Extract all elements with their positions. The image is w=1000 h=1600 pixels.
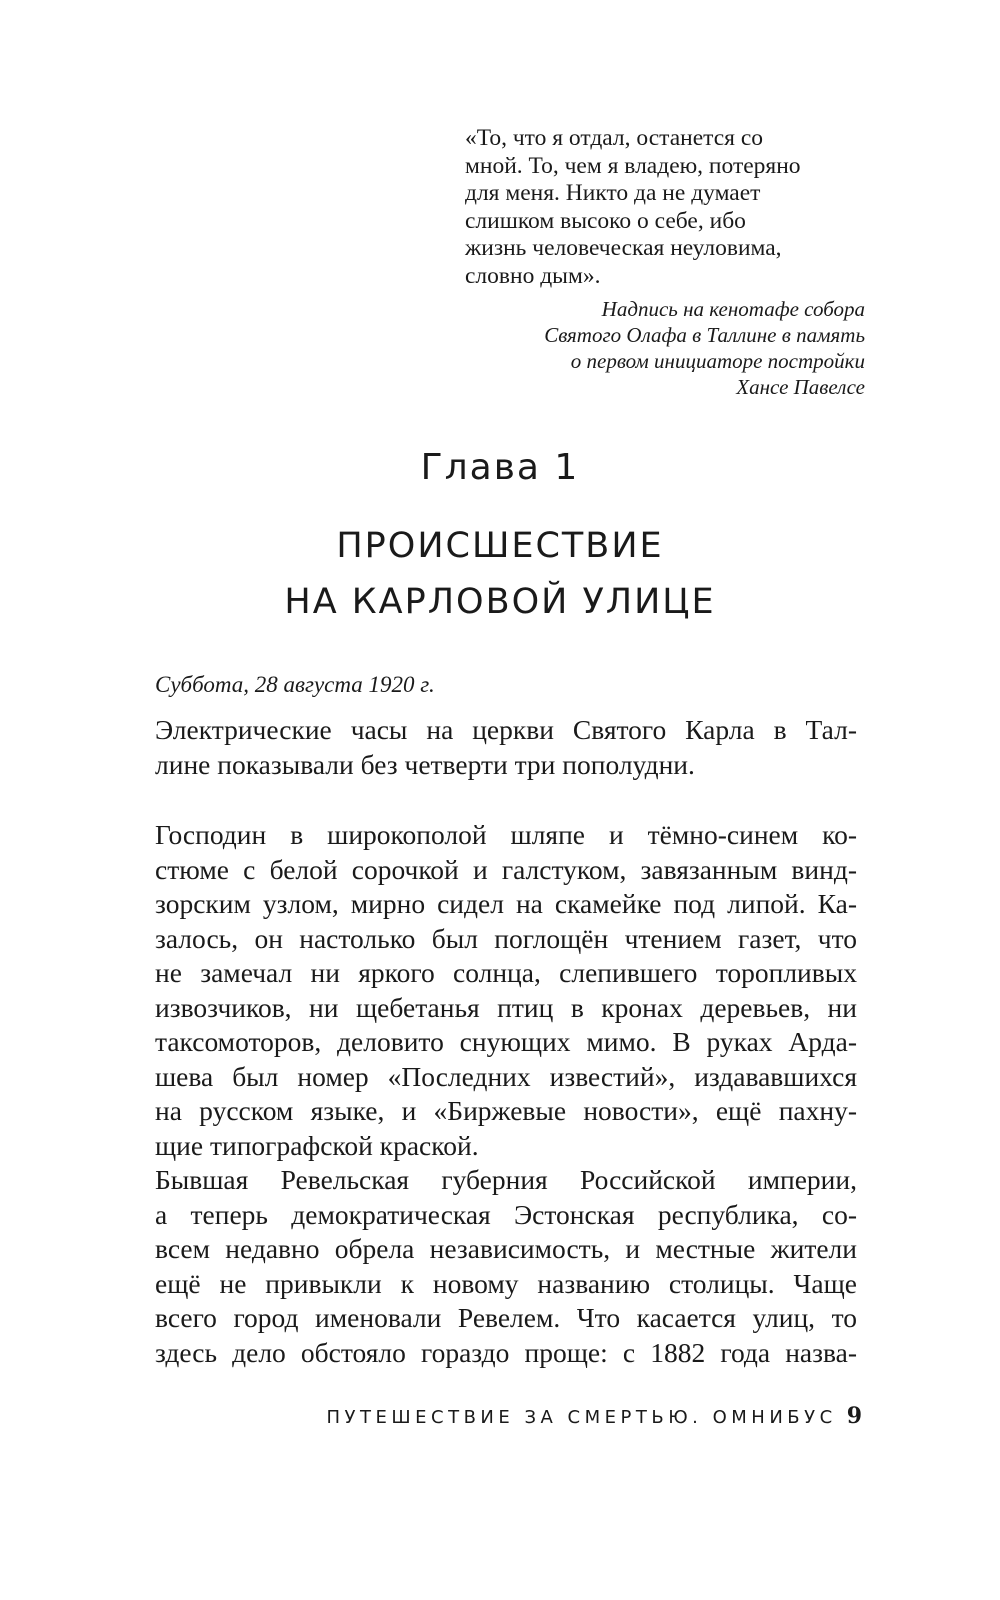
chapter-title-line: ПРОИСШЕСТВИЕ <box>336 526 664 566</box>
epigraph-source-line: Святого Олафа в Таллине в память <box>544 323 865 347</box>
text-line: здесь дело обстояло гораздо проще: с 1882 года назва- <box>155 1336 857 1368</box>
paragraph-1 <box>155 713 857 782</box>
text-line: ещё не привыкли к новому названию столицы. Чаще <box>155 1267 857 1299</box>
text-line: а теперь демократическая Эстонская республика, со- <box>155 1198 857 1230</box>
text-line: Господин в широкополой шляпе и тёмно-синем ко- <box>155 819 857 850</box>
text-line: стюме с белой сорочкой и галстуком, завязанным винд- <box>155 853 857 885</box>
text-line: Бывшая Ревельская губерния Российской империи, <box>155 1164 857 1195</box>
epigraph-line: «То, что я отдал, останется со <box>465 125 764 151</box>
chapter-title <box>0 518 1000 630</box>
epigraph-source-line: Хансе Павелсе <box>736 375 865 399</box>
running-title: ПУТЕШЕСТВИЕ ЗА СМЕРТЬЮ. ОМНИБУС <box>326 1407 837 1428</box>
epigraph-line: для меня. Никто да не думает <box>465 180 761 206</box>
epigraph <box>465 125 865 400</box>
page-footer <box>0 1403 862 1429</box>
text-line: лине показывали без четверти три пополудни. <box>155 748 695 780</box>
text-line: таксомоторов, деловито снующих мимо. В руках Арда- <box>155 1026 857 1057</box>
epigraph-line: мной. То, чем я владею, потеряно <box>465 152 801 179</box>
chapter-title-line: НА КАРЛОВОЙ УЛИЦЕ <box>284 582 716 622</box>
epigraph-source-line: о первом инициаторе постройки <box>570 349 865 373</box>
text-line: на русском языке, и «Биржевые новости», ещё пахну- <box>155 1095 857 1126</box>
epigraph-source <box>465 296 865 400</box>
chapter-number: Глава 1 <box>420 447 580 488</box>
text-line: щие типографской краской. <box>155 1129 479 1161</box>
text-line: зорским узлом, мирно сидел на скамейке под липой. Ка- <box>155 888 857 919</box>
text-line: не замечал ни яркого солнца, слепившего торопливых <box>155 957 857 988</box>
text-line: всем недавно обрела независимость, и местные жители <box>155 1233 857 1264</box>
text-line: залось, он настолько был поглощён чтением газет, что <box>155 922 857 954</box>
text-line: Электрические часы на церкви Святого Карла в Тал- <box>155 714 857 745</box>
text-line: всего город именовали Ревелем. Что касается улиц, то <box>155 1302 857 1333</box>
page-number: 9 <box>846 1403 862 1429</box>
text-line: шева был номер «Последних известий», издававшихся <box>155 1060 857 1092</box>
text-line: извозчиков, ни щебетанья птиц в кронах деревьев, ни <box>155 991 857 1023</box>
chapter-date: Суббота, 28 августа 1920 г. <box>155 672 435 697</box>
epigraph-line: слишком высоко о себе, ибо <box>465 207 746 234</box>
epigraph-source-line: Надпись на кенотафе собора <box>601 297 865 321</box>
paragraph-2 <box>155 818 857 1370</box>
epigraph-line: жизнь человеческая неуловима, <box>465 235 782 261</box>
epigraph-line: словно дым». <box>465 262 601 289</box>
